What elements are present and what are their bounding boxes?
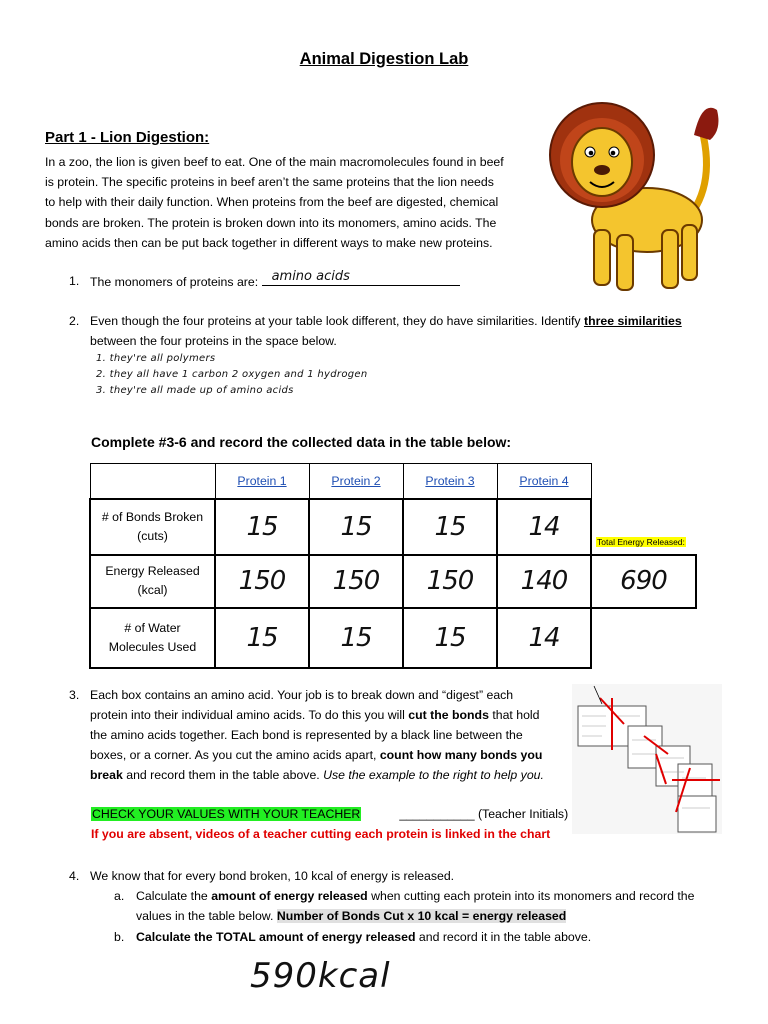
row-label-line: Molecules Used	[108, 639, 197, 654]
q4b-label: b.	[114, 930, 125, 944]
q3-line: that hold	[488, 708, 540, 722]
absent-note[interactable]: If you are absent, videos of a teacher cutting each protein is linked in the chart	[91, 827, 551, 841]
q3-line: and record them in the table above.	[122, 768, 324, 782]
q3-line: protein into their individual amino acids. To do this you will	[90, 708, 409, 722]
total-header-empty	[591, 464, 696, 499]
table-cell	[309, 499, 403, 555]
part1-intro	[45, 152, 525, 253]
cell-value: 150	[332, 566, 380, 596]
total-energy-value: 690	[620, 566, 667, 596]
cell-value: 15	[340, 511, 372, 542]
q4a-label: a.	[114, 889, 125, 903]
check-highlight: CHECK YOUR VALUES WITH YOUR TEACHER	[92, 807, 361, 821]
q4-number: 4.	[69, 869, 80, 883]
page-title: Animal Digestion Lab	[299, 50, 469, 68]
lion-image	[532, 100, 722, 300]
initials-blank: ___________	[399, 807, 475, 821]
table-cell	[215, 608, 309, 668]
table-cell	[215, 499, 309, 555]
q4-text: We know that for every bond broken, 10 kcal of energy is released.	[90, 869, 455, 883]
q4a-formula: Number of Bonds Cut x 10 kcal = energy released	[276, 909, 567, 923]
table-cell	[497, 555, 591, 608]
table-cell	[403, 608, 497, 668]
total-energy-cell	[591, 555, 696, 608]
q2-answer-1: 1. they're all polymers	[96, 353, 216, 364]
q4-handwritten-answer: 590kcal	[250, 956, 391, 996]
row-label-line: (cuts)	[137, 528, 168, 543]
table-cell	[309, 608, 403, 668]
protein-2-link[interactable]: Protein 2	[331, 473, 381, 488]
col-header-protein-3[interactable]	[403, 464, 497, 499]
total-label-cell	[591, 499, 696, 555]
row-label-line: (kcal)	[137, 583, 168, 597]
intro-line: bonds are broken. The protein is broken down into its monomers, amino acids. The	[45, 215, 497, 230]
table-cell-empty	[591, 608, 696, 668]
row-label-water	[90, 608, 215, 668]
q2-text-b: between the four proteins in the space below.	[90, 334, 337, 348]
q2-answer-3: 3. they're all made up of amino acids	[96, 385, 294, 396]
q4b-text: and record it in the table above.	[415, 930, 592, 944]
q3-bold: count how many bonds you	[379, 748, 543, 762]
cell-value: 15	[340, 622, 372, 653]
protein-4-link[interactable]: Protein 4	[519, 473, 569, 488]
protein-3-link[interactable]: Protein 3	[425, 473, 475, 488]
q3-bold: break	[90, 768, 123, 782]
protein-1-link[interactable]: Protein 1	[237, 473, 287, 488]
q1-handwritten-answer: amino acids	[271, 269, 350, 284]
cell-value: 140	[520, 566, 568, 596]
cell-value: 150	[238, 566, 286, 596]
cell-value: 14	[528, 622, 560, 653]
q4a-text: Calculate the	[136, 889, 212, 903]
table-corner	[90, 464, 215, 499]
question-3	[90, 685, 570, 785]
cell-value: 150	[426, 566, 474, 596]
table-cell	[309, 555, 403, 608]
intro-line: to help with their daily function. When proteins from the beef are digested, chemical	[45, 195, 499, 210]
cell-value: 15	[246, 511, 278, 542]
q2-answer-2: 2. they all have 1 carbon 2 oxygen and 1 hydrogen	[96, 369, 368, 380]
row-label-line: # of Water	[124, 620, 181, 635]
q4a	[136, 886, 736, 926]
intro-line: amino acids then can be put back together in different ways to make new proteins.	[45, 235, 493, 250]
q2-text-a: Even though the four proteins at your table look different, they do have similarities. Identify	[90, 314, 584, 328]
table-cell	[497, 499, 591, 555]
q4a-text: when cutting each protein into its monomers and record the	[367, 889, 695, 903]
q4a-text: values in the table below.	[136, 909, 274, 923]
check-line	[91, 807, 568, 821]
question-1-text	[90, 271, 460, 292]
q2-bold: three similarities	[583, 314, 682, 328]
q1-number: 1.	[69, 274, 80, 288]
q4b	[136, 927, 591, 947]
intro-line: is protein. The specific proteins in beef aren’t the same proteins that the lion needs	[45, 175, 494, 190]
table-cell	[403, 555, 497, 608]
q1-prompt: The monomers of proteins are:	[90, 275, 262, 289]
table-cell	[497, 608, 591, 668]
q4b-bold: Calculate the TOTAL amount of energy released	[136, 930, 416, 944]
example-image	[572, 684, 722, 834]
col-header-protein-1[interactable]	[215, 464, 309, 499]
question-1	[69, 271, 79, 291]
question-2	[90, 311, 730, 351]
q2-number: 2.	[69, 314, 80, 328]
row-label-line: Energy Released	[105, 564, 200, 578]
row-label-energy	[90, 555, 215, 608]
cell-value: 15	[246, 622, 278, 653]
total-energy-label: Total Energy Released:	[597, 536, 685, 547]
cell-value: 15	[434, 511, 466, 542]
col-header-protein-2[interactable]	[309, 464, 403, 499]
q2-handwritten-answers	[96, 351, 367, 399]
row-label-line: # of Bonds Broken	[101, 509, 204, 524]
row-label-bonds	[90, 499, 215, 555]
q3-bold: cut the bonds	[408, 708, 489, 722]
cell-value: 14	[528, 511, 560, 542]
table-cell	[403, 499, 497, 555]
intro-line: In a zoo, the lion is given beef to eat. One of the main macromolecules found in beef	[45, 155, 504, 169]
part1-heading: Part 1 - Lion Digestion:	[45, 129, 210, 146]
table-cell	[215, 555, 309, 608]
q1-answer-line	[262, 271, 460, 286]
data-table	[89, 463, 697, 669]
q3-line: the amino acids together. Each bond is represented by a black line between the	[90, 728, 523, 742]
q4a-bold: amount of energy released	[211, 889, 368, 903]
cell-value: 15	[434, 622, 466, 653]
col-header-protein-4[interactable]	[497, 464, 591, 499]
q3-line: Each box contains an amino acid. Your job is to break down and “digest” each	[90, 688, 514, 702]
q3-italic: Use the example to the right to help you.	[323, 768, 544, 782]
initials-label: (Teacher Initials)	[474, 807, 569, 821]
table-intro: Complete #3-6 and record the collected data in the table below:	[91, 434, 512, 450]
q3-number: 3.	[69, 688, 80, 702]
q3-line: boxes, or a corner. As you cut the amino acids apart,	[90, 748, 380, 762]
